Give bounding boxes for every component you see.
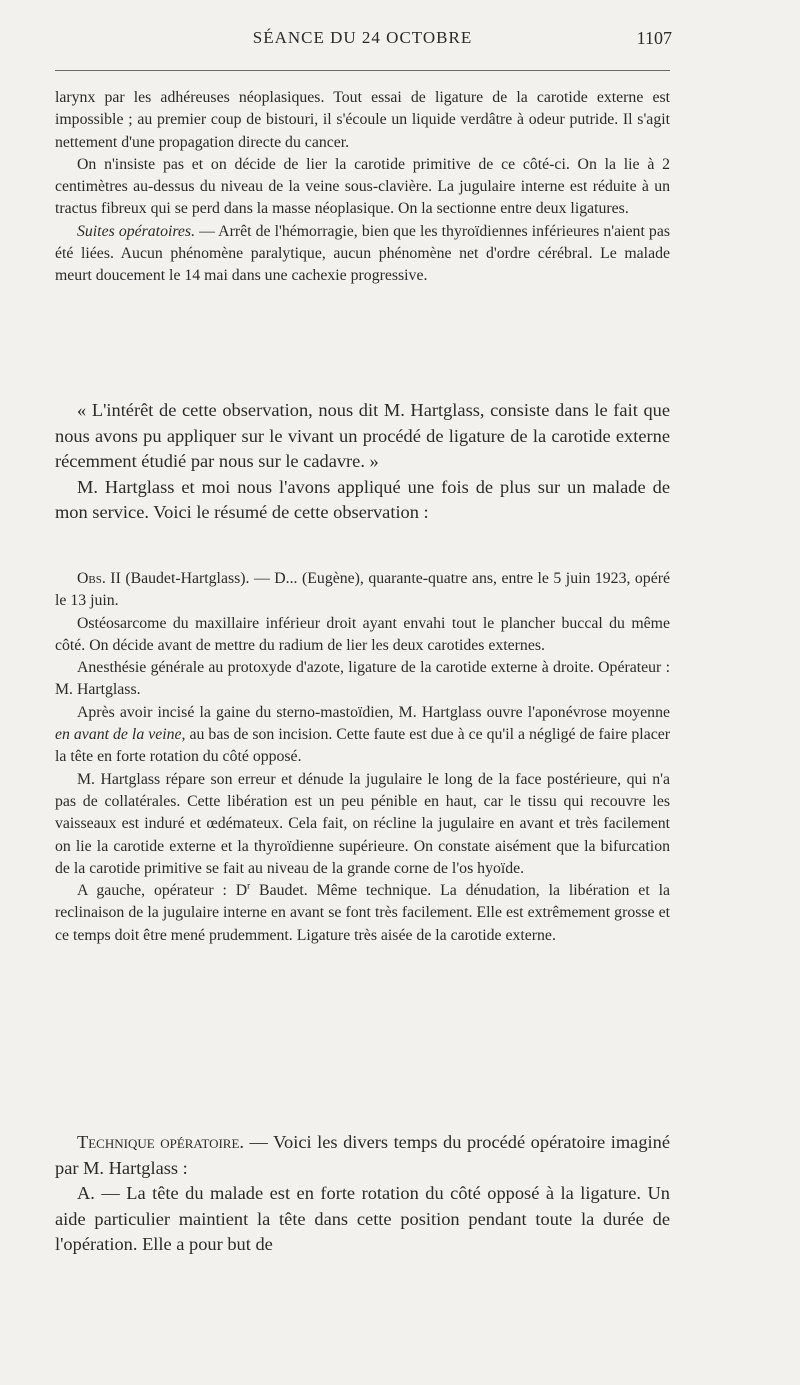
emphasis: en avant de la veine, bbox=[55, 726, 186, 744]
paragraph: M. Hartglass et moi nous l'avons appliqué une fois de plus sur un malade de mon service. Voici le résumé de cette observation : bbox=[55, 476, 670, 523]
operative-technique bbox=[55, 1130, 670, 1258]
observation-ii bbox=[55, 568, 670, 947]
paragraph bbox=[55, 702, 670, 769]
paragraph-text: A gauche, opérateur : D bbox=[77, 882, 248, 900]
case-report-continuation bbox=[55, 87, 670, 288]
paragraph: Anesthésie générale au protoxyde d'azote, ligature de la carotide externe à droite. Opérateur : M. Hartglass. bbox=[55, 659, 670, 699]
running-header bbox=[55, 28, 670, 52]
paragraph: Ostéosarcome du maxillaire inférieur droit ayant envahi tout le plancher buccal du même côté. On décide avant de mettre du radium de lier les deux carotides externes. bbox=[55, 614, 670, 654]
paragraph: « L'intérêt de cette observation, nous dit M. Hartglass, consiste dans le fait que nous avons pu appliquer sur le vivant un procédé de ligature de la carotide externe récemment étudié par nous sur le cadavre. » bbox=[55, 400, 670, 472]
paragraph bbox=[55, 1130, 670, 1181]
paragraph-text: II (Baudet-Hartglass). — D... (Eugène), quarante-quatre ans, entre le 5 juin 1923, opéré le 13 juin. bbox=[55, 570, 670, 610]
section-label: Technique opératoire. bbox=[77, 1132, 245, 1152]
paragraph-text: au bas de son incision. Cette faute est due à ce qu'il a négligé de faire placer la tête en forte rotation du côté opposé. bbox=[55, 726, 670, 766]
paragraph: M. Hartglass répare son erreur et dénude la jugulaire le long de la face postérieure, qui n'a pas de collatérales. Cette libération est un peu pénible en haut, car le tissu qui recouvre les vaisseaux est induré et œdémateux. Cela fait, on récline la jugulaire en avant et très facilement on lie la carotide externe et la thyroïdienne supérieure. On constate aisément que la bifurcation de la carotide primitive se fait au niveau de la grande corne de l'os hyoïde. bbox=[55, 770, 670, 877]
paragraph bbox=[55, 568, 670, 613]
paragraph: A. — La tête du malade est en forte rotation du côté opposé à la ligature. Un aide particulier maintient la tête dans cette position pendant toute la durée de l'opération. Elle a pour but de bbox=[55, 1183, 670, 1255]
paragraph-text: — Voici les divers temps du procédé opératoire imaginé par M. Hartglass : bbox=[55, 1132, 670, 1178]
paragraph bbox=[55, 221, 670, 288]
obs-label: Obs. bbox=[77, 570, 106, 587]
paragraph: larynx par les adhéreuses néoplasiques. Tout essai de ligature de la carotide externe est impossible ; au premier coup de bistouri, il s'écoule un liquide verdâtre à odeur putride. Il s'agit nettement d'une propagation directe du cancer. bbox=[55, 89, 670, 151]
paragraph-text: Baudet. Même technique. La dénudation, la libération et la reclinaison de la jugulaire interne en avant se font très facilement. Elle est extrêmement grosse et ce temps doit être mené prudemment. Ligature très aisée de la carotide externe. bbox=[55, 882, 670, 944]
paragraph-text: — Arrêt de l'hémorragie, bien que les thyroïdiennes inférieures n'aient pas été liées. Aucun phénomène paralytique, aucun phénomène net d'ordre cérébral. Le malade meurt doucement le 14 mai dans une cachexie progressive. bbox=[55, 222, 670, 285]
paragraph-text: Après avoir incisé la gaine du sterno-mastoïdien, M. Hartglass ouvre l'aponévrose moyenne bbox=[77, 703, 670, 721]
page-number: 1107 bbox=[636, 28, 672, 48]
header-rule bbox=[55, 70, 670, 71]
commentary bbox=[55, 398, 670, 526]
paragraph: On n'insiste pas et on décide de lier la carotide primitive de ce côté-ci. On la lie à 2 centimètres au-dessus du niveau de la veine sous-clavière. La jugulaire interne est réduite à un tractus fibreux qui se perd dans la masse néoplasique. On la sectionne entre deux ligatures. bbox=[55, 155, 670, 218]
paragraph bbox=[55, 880, 670, 947]
header-title: SÉANCE DU 24 OCTOBRE bbox=[252, 28, 473, 47]
section-label: Suites opératoires. bbox=[77, 222, 196, 240]
superscript: r bbox=[247, 880, 251, 891]
